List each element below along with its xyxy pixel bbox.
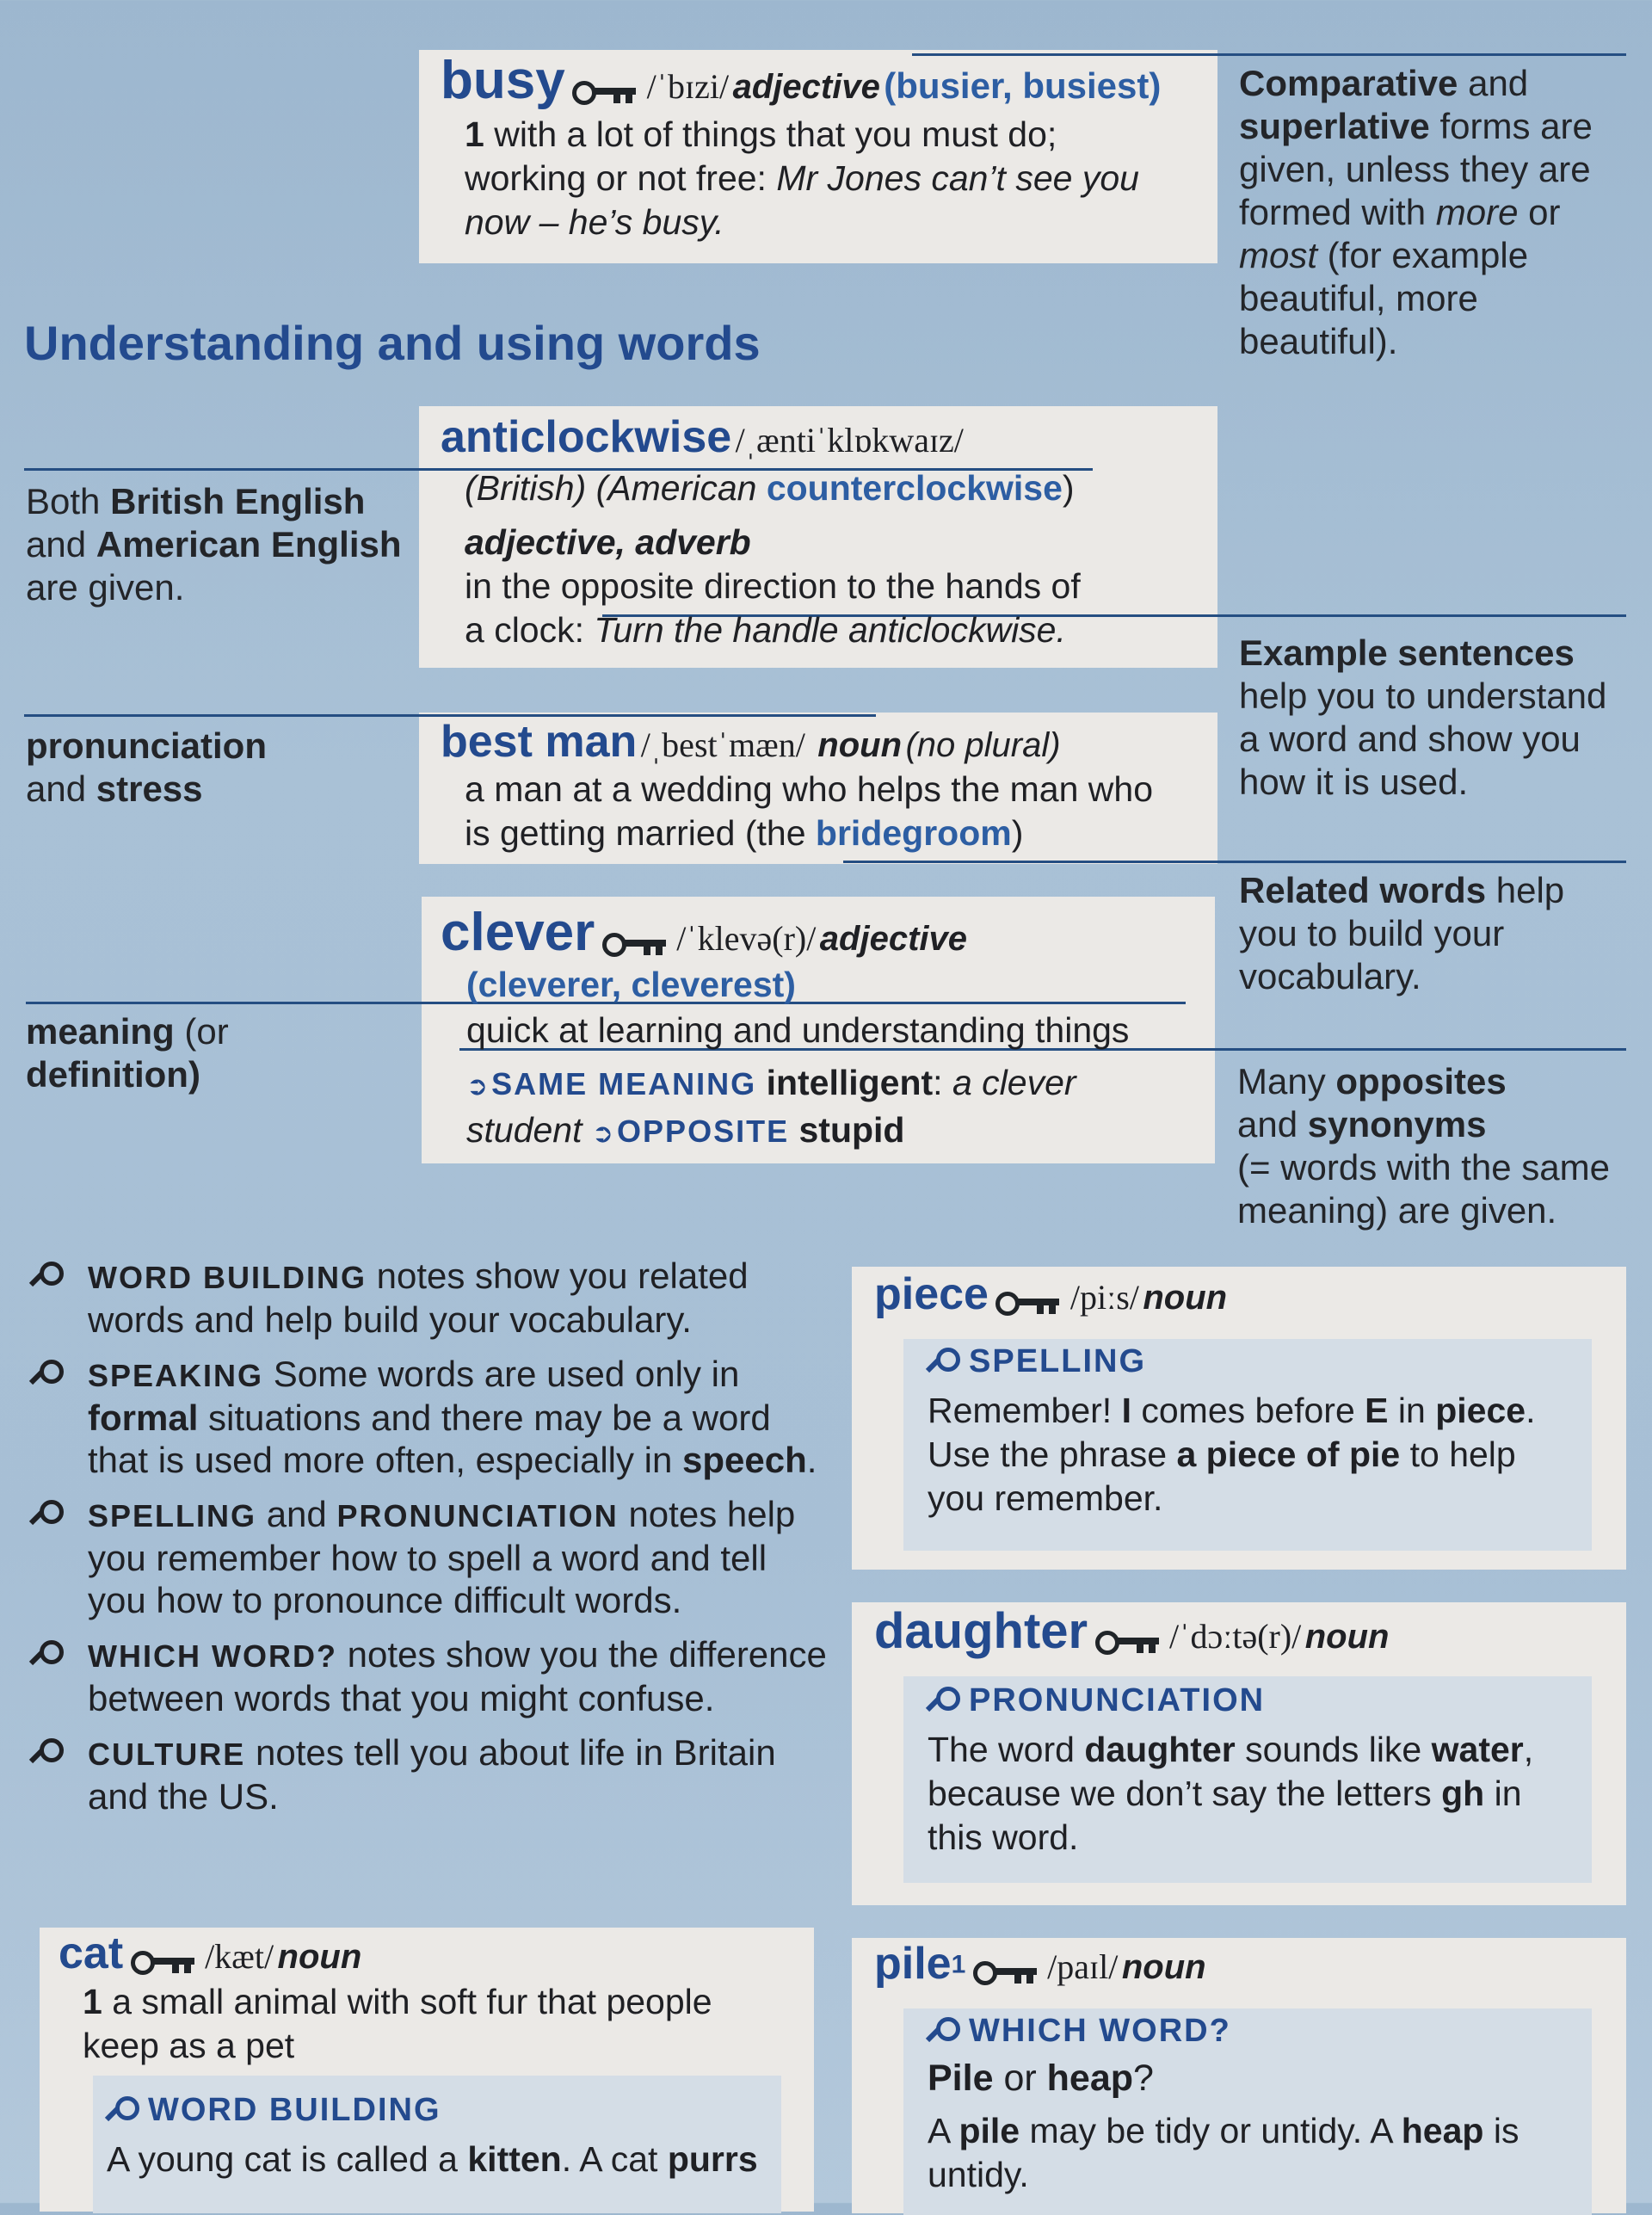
example-busy: Mr Jones can’t see you [776, 158, 1139, 198]
note-text: to help [1400, 1434, 1516, 1474]
anno-text: Both [26, 481, 111, 521]
example-clever: a clever [952, 1063, 1076, 1102]
pronunciation-anticlockwise: /ˌæntiˈklɒkwaɪz/ [735, 421, 964, 460]
related-word-counterclockwise: counterclockwise [766, 468, 1063, 508]
anno-italic: more [1435, 192, 1519, 232]
note-text: Some words are used only in [263, 1354, 740, 1394]
note-text: in [1388, 1390, 1436, 1430]
note-bold: water [1431, 1730, 1524, 1769]
note-text: in [1484, 1774, 1522, 1813]
note-bold: kitten [467, 2138, 562, 2179]
headword-anticlockwise: anticlockwise [441, 412, 732, 462]
anno-text: vocabulary. [1239, 956, 1421, 996]
headword-best-man: best man [441, 717, 638, 767]
magnifier-icon [31, 1638, 64, 1671]
note-text: , [1523, 1730, 1534, 1769]
list-item-speaking [26, 1353, 835, 1481]
anno-text: how it is used. [1239, 762, 1469, 802]
list-item-spelling-pronunciation [26, 1493, 835, 1621]
note-label-which-word: WHICH WORD? [969, 2012, 1231, 2049]
note-bold: speech [682, 1440, 807, 1480]
anno-text: and [1237, 1104, 1308, 1145]
list-item-word-building [26, 1255, 835, 1341]
anno-text: and [1458, 63, 1529, 103]
best-man-entry [441, 716, 1215, 855]
anno-text: meaning) are given. [1237, 1190, 1557, 1231]
definition-busy-2: working or not free: [465, 158, 777, 198]
note-text: or [993, 2057, 1047, 2099]
anno-text: are given. [26, 567, 185, 608]
note-text: . [806, 1440, 817, 1480]
list-item-culture [26, 1731, 835, 1817]
key-icon [131, 1949, 196, 1975]
same-meaning-label: SAME MEANING [491, 1066, 757, 1101]
pronunciation-pile: /paɪl/ [1047, 1947, 1119, 1986]
note-text: and [256, 1494, 337, 1534]
headword-pile: pile [874, 1939, 952, 1989]
magnifier-icon [31, 1358, 64, 1391]
related-word-bridegroom: bridegroom [815, 813, 1012, 853]
headword-cat: cat [59, 1928, 124, 1978]
anno-text: (or [174, 1011, 229, 1052]
note-text: ? [1133, 2057, 1154, 2099]
key-icon [1095, 1629, 1161, 1655]
anno-comparative-bold: Comparative [1239, 63, 1458, 103]
pronunciation-cat: /kæt/ [205, 1937, 274, 1976]
note-bold: heap [1046, 2057, 1134, 2099]
anno-bold: American English [96, 524, 402, 565]
usage-label: (British) (American [465, 468, 767, 508]
note-text: this word. [928, 1817, 1079, 1857]
note-text: A young cat is called a [107, 2138, 468, 2179]
anno-text: forms are [1429, 106, 1593, 146]
note-bold: purrs [667, 2138, 758, 2179]
synonym-intelligent: intelligent [766, 1063, 934, 1102]
anno-bold: Related words [1239, 870, 1487, 910]
note-bold: I [1121, 1390, 1131, 1430]
note-text: Use the phrase [928, 1434, 1177, 1474]
usage-close: ) [1062, 468, 1075, 508]
pos-busy: adjective [732, 68, 880, 106]
magnifier-icon [928, 2015, 960, 2048]
note-text: notes tell you about life in Britain and the US. [88, 1732, 776, 1817]
note-text: . [1526, 1390, 1536, 1430]
definition-busy: with a lot of things that you must do; [494, 114, 1057, 154]
antonym-stupid: stupid [798, 1110, 905, 1150]
pos-cat: noun [277, 1938, 362, 1976]
note-text: . A cat [561, 2138, 668, 2179]
arrow-icon: ➲ [591, 1120, 614, 1148]
sense-number: 1 [83, 1981, 102, 2021]
magnifier-icon [928, 1685, 960, 1718]
example-clever-2: student [466, 1110, 583, 1150]
note-label-pronunciation: PRONUNCIATION [969, 1682, 1266, 1718]
pos-piece: noun [1143, 1279, 1228, 1317]
anno-bold: pronunciation [26, 725, 267, 766]
magnifier-icon [107, 2095, 139, 2127]
sense-number: 1 [465, 114, 484, 154]
note-text: Remember! [928, 1390, 1122, 1430]
anticlockwise-entry [441, 411, 1215, 652]
anno-text: (= words with the same [1237, 1147, 1611, 1188]
forms-busy: (busier, busiest) [884, 65, 1162, 106]
anno-text: beautiful, more [1239, 278, 1478, 318]
clever-entry: clever /ˈklevə(r)/ adjective (cleverer, cleverest) quick at learning and understanding things ➲ SAME MEANING intelligent: a clever student ➲ OPPOSITE stupid [441, 902, 1215, 1156]
pos-pile: noun [1121, 1948, 1206, 1986]
definition-clever: quick at learning and understanding things [466, 1010, 1130, 1050]
anno-text: beautiful). [1239, 321, 1398, 361]
note-text: situations and there may be a word that is used more often, especially in [88, 1397, 771, 1480]
note-bold: a piece of pie [1176, 1434, 1401, 1474]
definition-cat: a small animal with soft fur that people [112, 1981, 712, 2021]
anno-text: given, unless they are [1239, 149, 1591, 189]
section-title: Understanding and using words [24, 316, 761, 370]
pile-entry [874, 1938, 1614, 2197]
definition-anticlockwise: in the opposite direction to the hands of [465, 566, 1081, 606]
magnifier-icon [31, 1737, 64, 1769]
arrow-icon: ➲ [466, 1072, 489, 1101]
definition-best-man-2: is getting married (the [465, 813, 816, 853]
note-text: is [1483, 2110, 1519, 2150]
definition-best-man: a man at a wedding who helps the man who [465, 769, 1154, 809]
anno-bold: meaning [26, 1011, 175, 1052]
note-label: PRONUNCIATION [336, 1498, 619, 1533]
note-bold: pile [959, 2110, 1020, 2150]
daughter-entry [874, 1602, 1614, 1860]
list-item-which-word [26, 1633, 835, 1719]
magnifier-icon [31, 1498, 64, 1531]
magnifier-icon [928, 1346, 960, 1379]
annotation-related-words [1239, 869, 1635, 998]
note-text: comes before [1131, 1390, 1365, 1430]
note-text: notes show you related words and help build your vocabulary. [88, 1256, 749, 1340]
note-label-word-building: WORD BUILDING [148, 2091, 441, 2128]
note-text: A [928, 2110, 959, 2150]
definition-close: ) [1011, 813, 1024, 853]
anno-bold: British English [110, 481, 366, 521]
note-bold: E [1365, 1390, 1389, 1430]
anno-text: you to build your [1239, 913, 1505, 953]
note-label: SPEAKING [88, 1358, 264, 1393]
key-icon [996, 1290, 1061, 1316]
headword-daughter: daughter [874, 1603, 1088, 1659]
anno-text: help you to understand [1239, 676, 1607, 716]
pronunciation-busy: /ˈbɪzi/ [646, 67, 730, 106]
note-label: WORD BUILDING [88, 1260, 367, 1295]
magnifier-icon [31, 1260, 64, 1293]
pronunciation-clever: /ˈklevə(r)/ [676, 919, 817, 958]
anno-text: help [1486, 870, 1565, 910]
note-bold: formal [88, 1397, 199, 1438]
note-bold: gh [1441, 1774, 1485, 1813]
anno-text: formed with [1239, 192, 1436, 232]
anno-bold: synonyms [1307, 1104, 1487, 1145]
key-icon [572, 79, 638, 105]
anno-superlative-bold: superlative [1239, 106, 1430, 146]
note-text: notes help you remember how to spell a word and tell you how to pronounce difficult words. [88, 1494, 796, 1620]
headword-clever: clever [441, 903, 595, 962]
note-bold: piece [1435, 1390, 1526, 1430]
note-text: notes show you the difference between words that you might confuse. [88, 1634, 827, 1718]
note-label: SPELLING [88, 1498, 257, 1533]
note-text: untidy. [928, 2154, 1029, 2194]
note-text: you remember. [928, 1478, 1163, 1518]
anno-text: and [26, 768, 96, 809]
pos-daughter: noun [1304, 1618, 1390, 1656]
piece-entry [874, 1268, 1614, 1521]
note-bold: daughter [1084, 1730, 1236, 1769]
note-bold: heap [1401, 2110, 1484, 2150]
anno-text: or [1518, 192, 1561, 232]
anno-text: (for example [1317, 235, 1529, 275]
note-label: WHICH WORD? [88, 1638, 337, 1674]
anno-bold: opposites [1335, 1061, 1507, 1101]
annotation-comparative [1239, 62, 1635, 363]
opposite-label: OPPOSITE [617, 1114, 790, 1149]
related-rule [843, 861, 1626, 863]
annotation-meaning [26, 1010, 404, 1096]
key-icon [973, 1959, 1039, 1985]
key-icon [602, 931, 668, 957]
anno-bold: stress [96, 768, 203, 809]
note-text: The word [928, 1730, 1085, 1769]
annotation-example-sentences [1239, 632, 1635, 804]
anno-italic: most [1239, 235, 1318, 275]
headword-piece: piece [874, 1269, 989, 1319]
note-text: sounds like [1235, 1730, 1432, 1769]
anno-bold: definition) [26, 1054, 200, 1095]
note-text: because we don’t say the letters [928, 1774, 1442, 1813]
note-text: may be tidy or untidy. A [1020, 2110, 1402, 2150]
note-bold: Pile [928, 2057, 994, 2099]
cat-entry [59, 1928, 816, 2181]
busy-entry [441, 50, 1215, 244]
example-anticlockwise: Turn the handle anticlockwise. [594, 610, 1066, 650]
anno-text: a word and show you [1239, 719, 1581, 759]
note-label-spelling: SPELLING [969, 1342, 1147, 1379]
pos-best-man: noun [817, 726, 903, 764]
pronunciation-best-man: /ˌbestˈmæn/ [640, 725, 805, 764]
annotation-opposites-synonyms [1237, 1060, 1642, 1232]
definition-anticlockwise-2: a clock: [465, 610, 595, 650]
annotation-pronunciation [26, 725, 404, 811]
pronunciation-daughter: /ˈdɔːtə(r)/ [1169, 1617, 1302, 1656]
anno-text: and [26, 524, 96, 565]
headword-busy: busy [441, 51, 565, 110]
pos-anticlockwise: adjective, adverb [465, 522, 751, 562]
homonym-number: 1 [951, 1950, 966, 1979]
anno-text: Many [1237, 1061, 1336, 1101]
annotation-british-american [26, 480, 404, 609]
note-label: CULTURE [88, 1737, 246, 1772]
anno-bold: Example sentences [1239, 632, 1575, 673]
pronunciation-piece: /piːs/ [1069, 1278, 1139, 1317]
grammar-best-man: (no plural) [905, 726, 1061, 764]
pos-clever: adjective [819, 920, 967, 958]
example-busy-2: now – he’s busy. [465, 202, 724, 242]
notes-list [26, 1255, 835, 1829]
forms-clever: (cleverer, cleverest) [466, 965, 796, 1004]
definition-cat-2: keep as a pet [83, 2025, 295, 2065]
